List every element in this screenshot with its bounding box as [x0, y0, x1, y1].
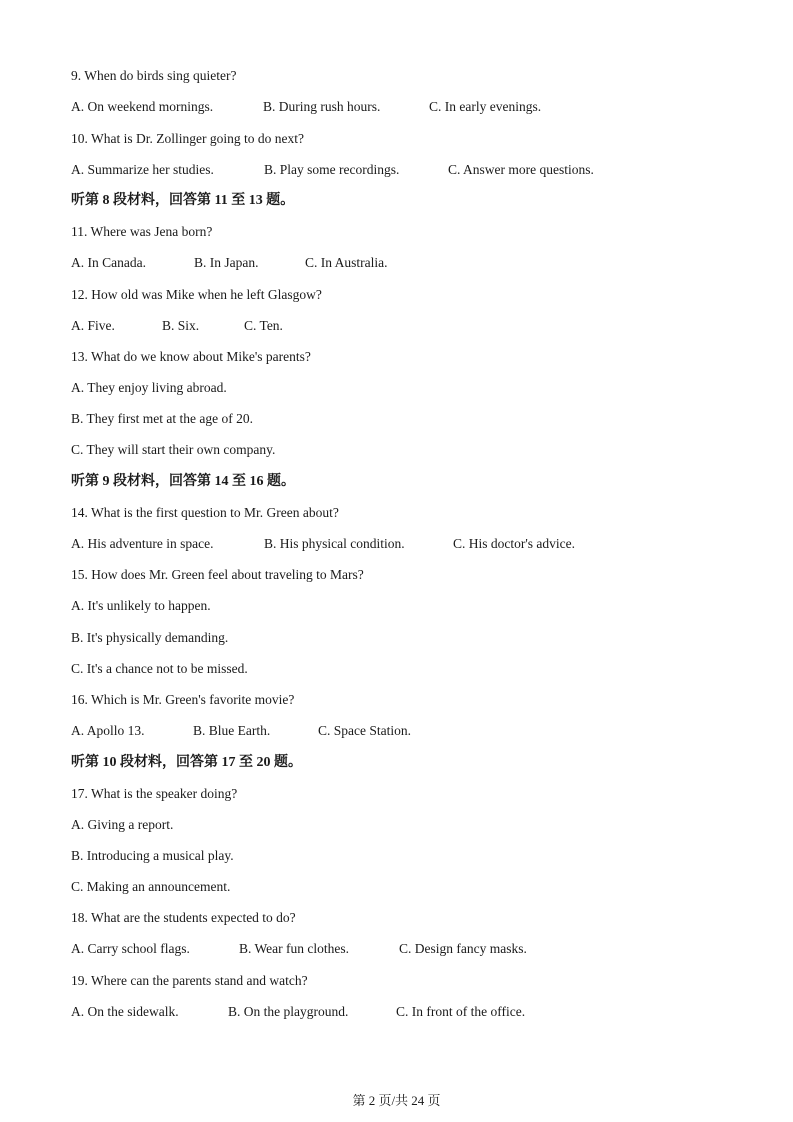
- answer-option: A. Giving a report.: [71, 817, 174, 832]
- answer-option: A. Apollo 13.: [71, 723, 145, 738]
- question-text: 17. What is the speaker doing?: [71, 786, 238, 801]
- answer-option: B. It's physically demanding.: [71, 630, 229, 645]
- question-text: 18. What are the students expected to do?: [71, 910, 296, 925]
- answer-option: C. Design fancy masks.: [399, 941, 527, 956]
- question-text: 16. Which is Mr. Green's favorite movie?: [71, 692, 295, 707]
- answer-option: A. On the sidewalk.: [71, 1004, 179, 1019]
- answer-option: A. They enjoy living abroad.: [71, 380, 227, 395]
- answer-option: B. His physical condition.: [264, 536, 405, 551]
- answer-option: C. It's a chance not to be missed.: [71, 661, 248, 676]
- answer-option: B. Introducing a musical play.: [71, 848, 234, 863]
- answer-option: C. In Australia.: [305, 255, 388, 270]
- answer-option: A. Summarize her studies.: [71, 162, 214, 177]
- answer-option: B. Play some recordings.: [264, 162, 400, 177]
- answer-option: A. Five.: [71, 318, 115, 333]
- question-text: 12. How old was Mike when he left Glasgow?: [71, 287, 322, 302]
- answer-option: C. His doctor's advice.: [453, 536, 576, 551]
- answer-option: A. It's unlikely to happen.: [71, 598, 211, 613]
- question-text: 13. What do we know about Mike's parents?: [71, 349, 311, 364]
- question-text: 14. What is the first question to Mr. Green about?: [71, 505, 339, 520]
- answer-option: B. Blue Earth.: [193, 723, 271, 738]
- answer-option: C. Making an announcement.: [71, 879, 231, 894]
- answer-option: B. During rush hours.: [263, 99, 381, 114]
- question-text: 9. When do birds sing quieter?: [71, 68, 237, 83]
- answer-option: B. Six.: [162, 318, 200, 333]
- answer-option: C. They will start their own company.: [71, 442, 276, 457]
- answer-option: C. Ten.: [244, 318, 283, 333]
- question-text: 19. Where can the parents stand and watch?: [71, 973, 308, 988]
- answer-option: A. In Canada.: [71, 255, 146, 270]
- question-text: 10. What is Dr. Zollinger going to do next?: [71, 131, 304, 146]
- answer-option: C. Space Station.: [318, 723, 411, 738]
- answer-option: B. Wear fun clothes.: [239, 941, 350, 956]
- answer-option: B. On the playground.: [228, 1004, 349, 1019]
- answer-option: A. On weekend mornings.: [71, 99, 214, 114]
- answer-option: C. In early evenings.: [429, 99, 542, 114]
- section-heading: 听第 8 段材料，回答第 11 至 13 题。: [71, 193, 295, 208]
- question-text: 15. How does Mr. Green feel about traveling to Mars?: [71, 567, 364, 582]
- answer-option: B. They first met at the age of 20.: [71, 411, 253, 426]
- section-heading: 听第 9 段材料，回答第 14 至 16 题。: [71, 474, 295, 489]
- answer-option: B. In Japan.: [194, 255, 259, 270]
- section-heading: 听第 10 段材料，回答第 17 至 20 题。: [71, 755, 302, 770]
- answer-option: C. In front of the office.: [396, 1004, 526, 1019]
- answer-option: C. Answer more questions.: [448, 162, 594, 177]
- answer-option: A. His adventure in space.: [71, 536, 214, 551]
- question-text: 11. Where was Jena born?: [71, 224, 213, 239]
- page-footer: 第 2 页/共 24 页: [352, 1093, 441, 1108]
- answer-option: A. Carry school flags.: [71, 941, 190, 956]
